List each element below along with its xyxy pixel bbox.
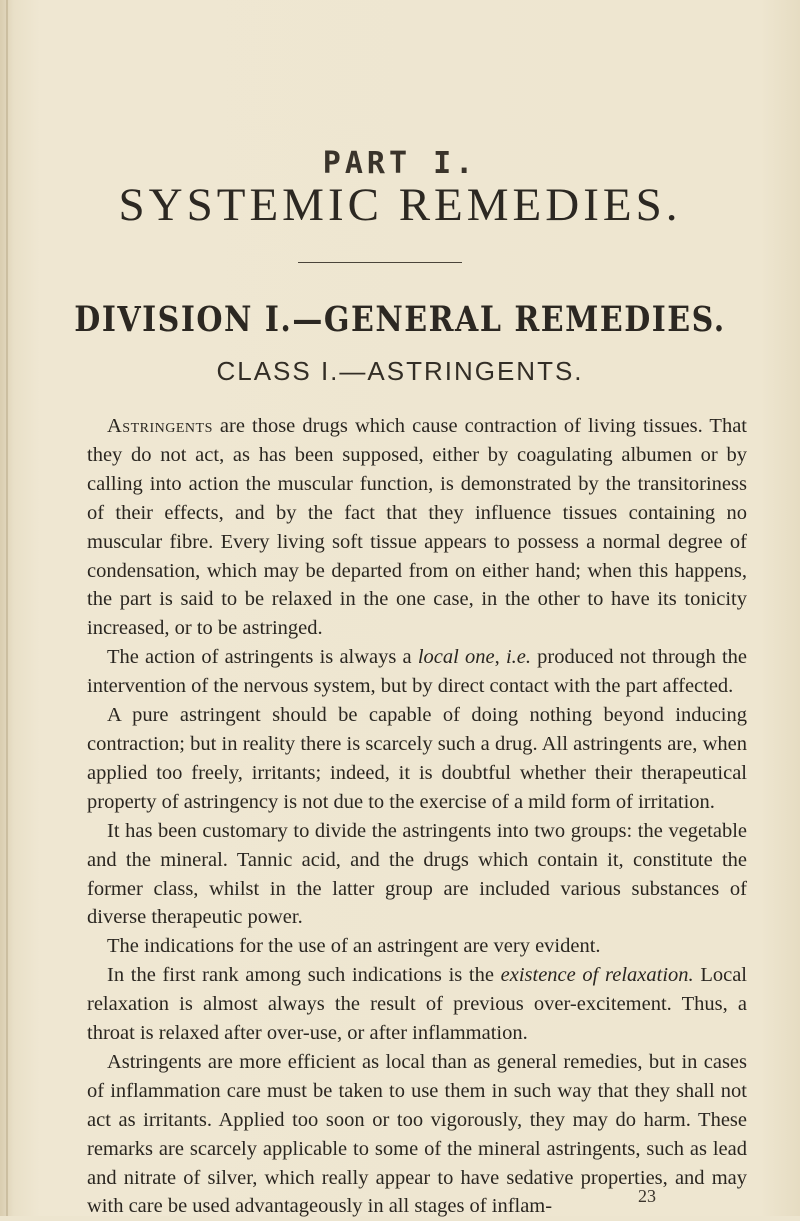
paragraph-7: Astringents are more efficient as local than as general remedies, but in cases of inflammation care must be taken to use them in such way that they shall not act as irritants. Applied too soon or too vigorously, they may do harm. These remarks are scarcely applicable to some of the mineral astringents, such as lead and nitrate of silver, which really appear to have sedative properties, and may with care be used advantageously in all stages of inflam- bbox=[87, 1050, 747, 1218]
paragraph-4: It has been customary to divide the astringents into two groups: the vegetable and the mineral. Tannic acid, and the drugs which contain it, constitute the former class, whilst in the latter group are included various substances of diverse therapeutic power. bbox=[87, 819, 747, 929]
divider-rule bbox=[298, 262, 462, 263]
paragraph-3: A pure astringent should be capable of doing nothing beyond inducing contraction; but in reality there is scarcely such a drug. All astringents are, when applied too freely, irritants; indeed, it is doubtful whether their therapeutical property of astringency is not due to the exercise of a mild form of irritation. bbox=[87, 704, 747, 813]
page-number: 23 bbox=[638, 1186, 656, 1206]
part-title: PART I. bbox=[322, 146, 478, 181]
class-heading: CLASS I.—ASTRINGENTS. bbox=[216, 356, 584, 386]
division-heading: DIVISION I.—GENERAL REMEDIES. bbox=[74, 300, 726, 341]
paragraph-2: The action of astringents is always a local one, i.e. produced not through the intervention of the nervous system, but by direct contact with the part affected. bbox=[87, 646, 748, 698]
paragraph-5: The indications for the use of an astringent are very evident. bbox=[107, 935, 601, 958]
paragraph-6: In the first rank among such indications is the existence of relaxation. Local relaxation is almost always the result of previous over-excitement. Thus, a throat is relaxed after over-use, or after inflammation. bbox=[87, 964, 748, 1045]
paragraph-1: Astringents are those drugs which cause contraction of living tissues. That they do not act, as has been supposed, either by coagulating albumen or by calling into action the muscular function, is demonstrated by the transitoriness of their effects, and by the fact that they influence tissues containing no muscular fibre. Every living soft tissue appears to possess a normal degree of condensation, which may be departed from on either hand; when this happens, the part is said to be relaxed in the one case, in the other to have its tonicity increased, or to be astringed. bbox=[87, 415, 747, 640]
lead-word: Astringents bbox=[107, 415, 213, 437]
section-heading: SYSTEMIC REMEDIES. bbox=[118, 179, 682, 231]
body-text bbox=[87, 412, 747, 1221]
